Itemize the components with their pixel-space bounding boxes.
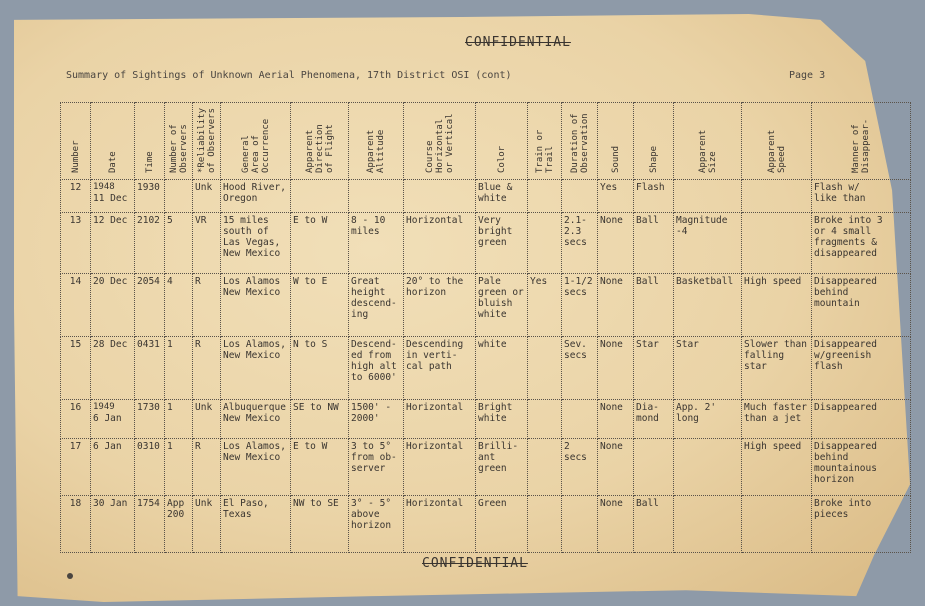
- cell-course: [404, 180, 476, 213]
- cell-duration: 2.1- 2.3 secs: [562, 213, 598, 274]
- cell-date-value: 6 Jan: [93, 441, 122, 452]
- col-size: Apparent Size: [674, 103, 742, 180]
- cell-observers: 4: [165, 274, 193, 337]
- cell-observers: [165, 180, 193, 213]
- col-disappearance: Manner of Disappear-: [812, 103, 911, 180]
- document-title: Summary of Sightings of Unknown Aerial Phenomena, 17th District OSI (cont): [66, 70, 512, 81]
- table-row: [61, 496, 911, 553]
- cell-disappear: Disappeared behind mountain: [812, 274, 911, 337]
- cell-duration: Sev. secs: [562, 337, 598, 400]
- cell-speed: [742, 180, 812, 213]
- cell-shape: Flash: [634, 180, 674, 213]
- cell-date: [91, 439, 135, 496]
- table-row: [61, 213, 911, 274]
- cell-time: 2054: [135, 274, 165, 337]
- cell-altitude: Great height descend- ing: [349, 274, 404, 337]
- cell-sound: None: [598, 213, 634, 274]
- cell-date-value: 6 Jan: [93, 413, 122, 424]
- cell-disappear: Disappeared: [812, 400, 911, 439]
- cell-reliability: R: [193, 439, 221, 496]
- cell-duration: [562, 496, 598, 553]
- cell-speed: High speed: [742, 439, 812, 496]
- cell-size: App. 2' long: [674, 400, 742, 439]
- cell-date-value: 20 Dec: [93, 276, 128, 287]
- cell-date-value: 28 Dec: [93, 339, 128, 350]
- col-duration: Duration of Observation: [562, 103, 598, 180]
- cell-altitude: [349, 180, 404, 213]
- cell-size: Basketball: [674, 274, 742, 337]
- cell-duration: [562, 400, 598, 439]
- cell-train: [528, 400, 562, 439]
- col-area: General Area of Occurrence: [221, 103, 291, 180]
- cell-time: 1754: [135, 496, 165, 553]
- cell-duration: 2 secs: [562, 439, 598, 496]
- cell-number: 18: [61, 496, 91, 553]
- punch-hole: [67, 573, 73, 579]
- cell-color: Blue & white: [476, 180, 528, 213]
- cell-area: El Paso, Texas: [221, 496, 291, 553]
- cell-reliability: R: [193, 337, 221, 400]
- sightings-table: [60, 102, 911, 553]
- cell-date: [91, 337, 135, 400]
- cell-area: Los Alamos, New Mexico: [221, 337, 291, 400]
- cell-direction: N to S: [291, 337, 349, 400]
- cell-shape: Ball: [634, 274, 674, 337]
- cell-observers: 1: [165, 439, 193, 496]
- cell-year: 1949: [93, 402, 115, 412]
- cell-sound: None: [598, 496, 634, 553]
- cell-color: Green: [476, 496, 528, 553]
- cell-size: Magnitude -4: [674, 213, 742, 274]
- cell-color: Brilli- ant green: [476, 439, 528, 496]
- cell-speed: [742, 496, 812, 553]
- cell-date: [91, 496, 135, 553]
- cell-observers: 1: [165, 337, 193, 400]
- cell-sound: Yes: [598, 180, 634, 213]
- cell-date: [91, 400, 135, 439]
- confidential-stamp-bottom: CONFIDENTIAL: [422, 556, 528, 571]
- cell-course: Horizontal: [404, 439, 476, 496]
- cell-speed: Slower than falling star: [742, 337, 812, 400]
- cell-observers: 1: [165, 400, 193, 439]
- col-sound: Sound: [598, 103, 634, 180]
- table-row: [61, 180, 911, 213]
- cell-altitude: Descend- ed from high alt to 6000': [349, 337, 404, 400]
- cell-course: Horizontal: [404, 400, 476, 439]
- cell-disappear: Disappeared w/greenish flash: [812, 337, 911, 400]
- col-train: Train or Trail: [528, 103, 562, 180]
- cell-direction: SE to NW: [291, 400, 349, 439]
- cell-altitude: 1500' - 2000': [349, 400, 404, 439]
- cell-course: Horizontal: [404, 496, 476, 553]
- col-shape: Shape: [634, 103, 674, 180]
- confidential-stamp-top: CONFIDENTIAL: [465, 35, 571, 50]
- cell-disappear: Flash w/ like than: [812, 180, 911, 213]
- cell-color: Bright white: [476, 400, 528, 439]
- cell-duration: [562, 180, 598, 213]
- cell-sound: None: [598, 337, 634, 400]
- cell-direction: E to W: [291, 213, 349, 274]
- cell-reliability: Unk: [193, 496, 221, 553]
- cell-sound: None: [598, 400, 634, 439]
- col-speed: Apparent Speed: [742, 103, 812, 180]
- cell-disappear: Disappeared behind mountainous horizon: [812, 439, 911, 496]
- cell-altitude: 3° - 5° above horizon: [349, 496, 404, 553]
- cell-number: 17: [61, 439, 91, 496]
- header-row: [61, 103, 911, 180]
- cell-year: 1948: [93, 182, 115, 192]
- cell-train: [528, 337, 562, 400]
- cell-date-value: 11 Dec: [93, 193, 128, 204]
- cell-time: 1930: [135, 180, 165, 213]
- cell-date: [91, 274, 135, 337]
- col-course: Course Horizontal or Vertical: [404, 103, 476, 180]
- table-row: [61, 439, 911, 496]
- cell-reliability: Unk: [193, 180, 221, 213]
- cell-number: 15: [61, 337, 91, 400]
- cell-reliability: R: [193, 274, 221, 337]
- cell-speed: Much faster than a jet: [742, 400, 812, 439]
- cell-direction: E to W: [291, 439, 349, 496]
- cell-shape: Ball: [634, 213, 674, 274]
- cell-shape: Ball: [634, 496, 674, 553]
- col-altitude: Apparent Altitude: [349, 103, 404, 180]
- cell-course: Horizontal: [404, 213, 476, 274]
- cell-time: 2102: [135, 213, 165, 274]
- cell-observers: 5: [165, 213, 193, 274]
- cell-area: Albuquerque New Mexico: [221, 400, 291, 439]
- cell-course: Descending in verti- cal path: [404, 337, 476, 400]
- cell-color: white: [476, 337, 528, 400]
- col-date: Date: [91, 103, 135, 180]
- cell-altitude: 3 to 5° from ob- server: [349, 439, 404, 496]
- cell-disappear: Broke into pieces: [812, 496, 911, 553]
- cell-area: Hood River, Oregon: [221, 180, 291, 213]
- cell-disappear: Broke into 3 or 4 small fragments & disappeared: [812, 213, 911, 274]
- cell-train: [528, 439, 562, 496]
- cell-number: 12: [61, 180, 91, 213]
- col-number: Number: [61, 103, 91, 180]
- cell-train: [528, 180, 562, 213]
- cell-duration: 1-1/2 secs: [562, 274, 598, 337]
- col-reliability: *Reliability of Observers: [193, 103, 221, 180]
- cell-number: 14: [61, 274, 91, 337]
- cell-color: Pale green or bluish white: [476, 274, 528, 337]
- cell-train: [528, 213, 562, 274]
- cell-reliability: Unk: [193, 400, 221, 439]
- cell-time: 0431: [135, 337, 165, 400]
- cell-size: [674, 180, 742, 213]
- table-row: [61, 337, 911, 400]
- cell-date-value: 12 Dec: [93, 215, 128, 226]
- cell-color: Very bright green: [476, 213, 528, 274]
- cell-altitude: 8 - 10 miles: [349, 213, 404, 274]
- cell-sound: None: [598, 274, 634, 337]
- cell-number: 13: [61, 213, 91, 274]
- col-color: Color: [476, 103, 528, 180]
- col-time: Time: [135, 103, 165, 180]
- cell-shape: Dia- mond: [634, 400, 674, 439]
- cell-date-value: 30 Jan: [93, 498, 128, 509]
- cell-area: Los Alamos, New Mexico: [221, 439, 291, 496]
- table-row: [61, 274, 911, 337]
- cell-area: 15 miles south of Las Vegas, New Mexico: [221, 213, 291, 274]
- cell-direction: NW to SE: [291, 496, 349, 553]
- cell-shape: [634, 439, 674, 496]
- page-number: Page 3: [789, 70, 826, 81]
- cell-speed: [742, 213, 812, 274]
- cell-sound: None: [598, 439, 634, 496]
- cell-number: 16: [61, 400, 91, 439]
- cell-time: 0310: [135, 439, 165, 496]
- table-row: [61, 400, 911, 439]
- cell-area: Los Alamos New Mexico: [221, 274, 291, 337]
- col-direction: Apparent Direction of Flight: [291, 103, 349, 180]
- cell-date: [91, 180, 135, 213]
- col-observers: Number of Observers: [165, 103, 193, 180]
- cell-size: [674, 496, 742, 553]
- cell-direction: W to E: [291, 274, 349, 337]
- cell-shape: Star: [634, 337, 674, 400]
- cell-time: 1730: [135, 400, 165, 439]
- cell-size: [674, 439, 742, 496]
- cell-direction: [291, 180, 349, 213]
- cell-train: Yes: [528, 274, 562, 337]
- cell-size: Star: [674, 337, 742, 400]
- cell-speed: High speed: [742, 274, 812, 337]
- cell-observers: App 200: [165, 496, 193, 553]
- cell-train: [528, 496, 562, 553]
- cell-reliability: VR: [193, 213, 221, 274]
- cell-date: [91, 213, 135, 274]
- cell-course: 20° to the horizon: [404, 274, 476, 337]
